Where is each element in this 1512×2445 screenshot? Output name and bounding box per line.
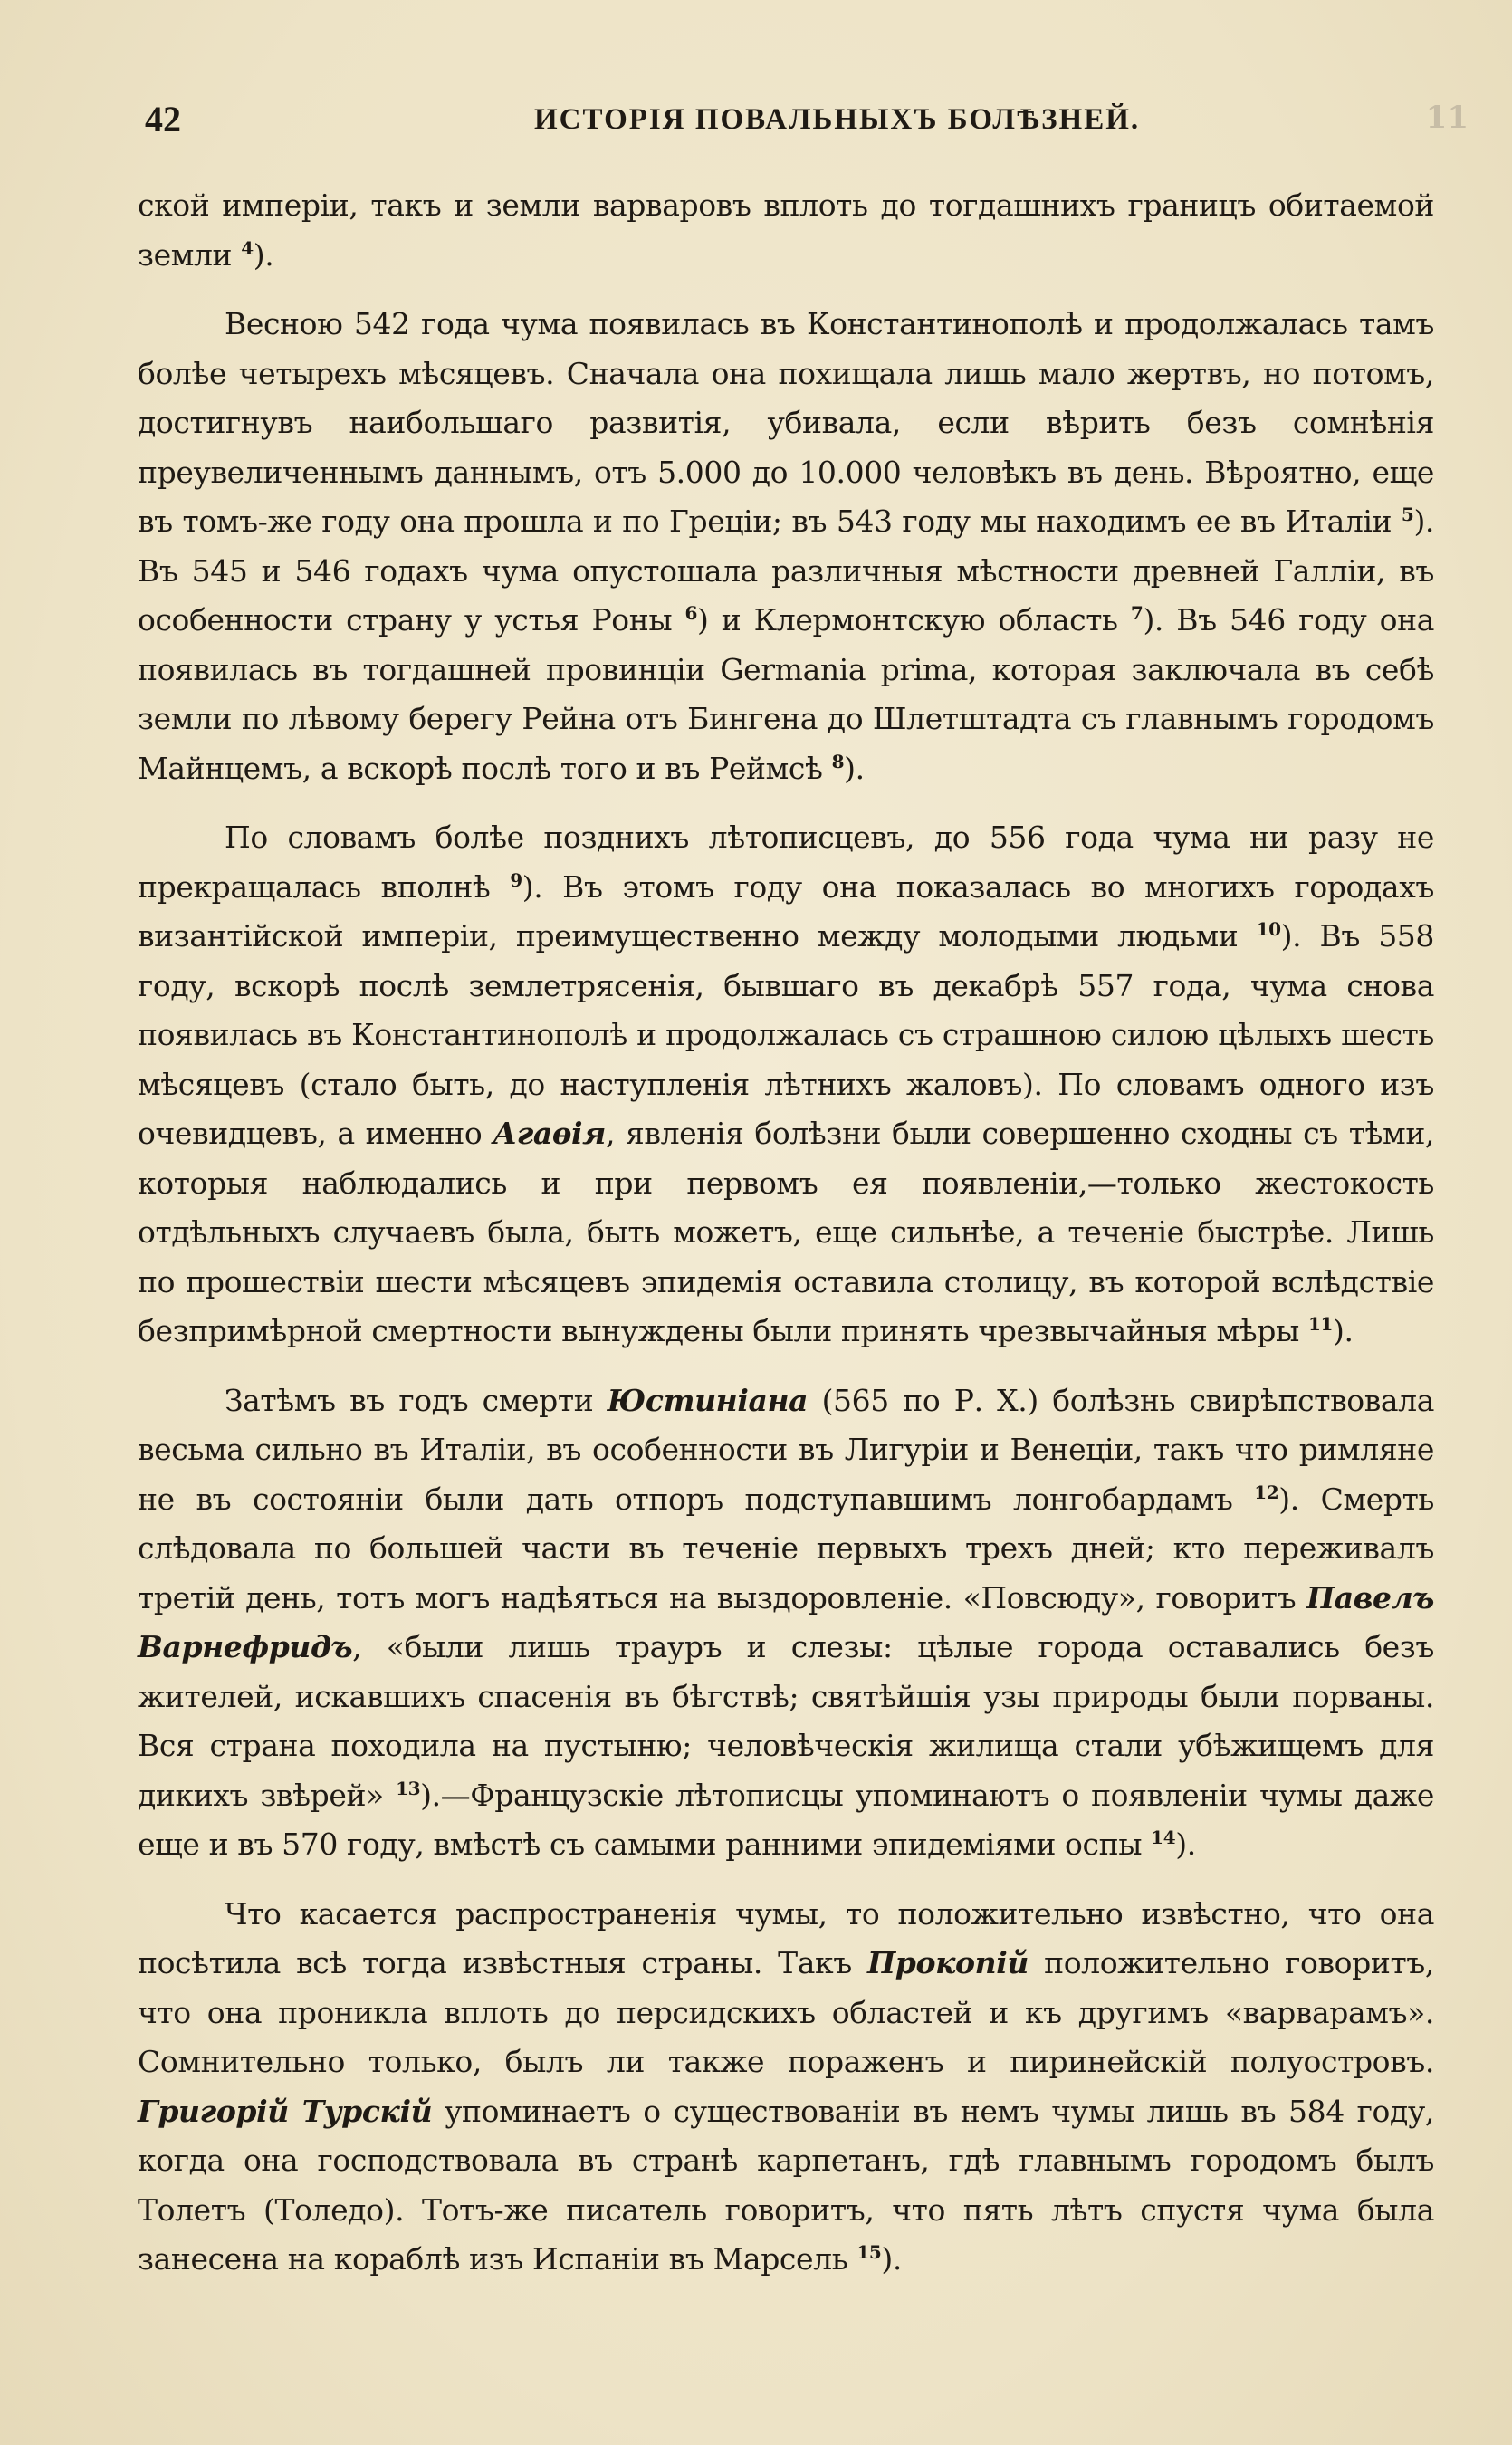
text-run: ). — [844, 750, 865, 786]
page-header — [145, 98, 1469, 152]
text-run: ). — [881, 2241, 902, 2277]
text-run: ). Въ 546 году она появилась въ тогдашней провинціи Germania prima, которая заключала въ себѣ земли по лѣвому берегу Рейна отъ Бингена до Шлетштадта съ главнымъ городомъ Майнцемъ, а вскорѣ послѣ того и въ Реймсѣ — [138, 602, 1435, 786]
corner-mark: 11 — [1425, 100, 1469, 136]
body-text — [138, 181, 1434, 2285]
running-head: ИСТОРІЯ ПОВАЛЬНЫХЪ БОЛѢЗНЕЙ. — [534, 103, 1141, 136]
footnote-ref: 4 — [241, 236, 254, 259]
person-name: Павелъ Варнефридъ — [138, 1579, 1434, 1664]
text-run: ). — [253, 236, 274, 273]
person-name: Агаѳія — [493, 1116, 606, 1151]
text-run: , явленія болѣзни были совершенно сходны съ тѣми, которыя наблюдались и при первомъ ея появленіи,—только жестокость отдѣльныхъ случаевъ была, быть можетъ, еще сильнѣе, а теченіе быстрѣе. Лишь по прошествіи шести мѣсяцевъ эпидемія оставила столицу, въ которой вслѣдствіе безпримѣрной смертности вынуждены были принять чрезвычайныя мѣры — [138, 1116, 1435, 1348]
footnote-ref: 6 — [684, 602, 698, 624]
footnote-ref: 9 — [510, 868, 522, 891]
text-run: Что касается распространенія чумы, то положительно извѣстно, что она посѣтила всѣ тогда извѣстныя страны. Такъ — [138, 1895, 1434, 1980]
text-run: ). — [1175, 1827, 1196, 1862]
paragraph-4 — [138, 1376, 1434, 1870]
footnote-ref: 15 — [856, 2241, 882, 2263]
footnote-ref: 11 — [1307, 1313, 1333, 1335]
paragraph-5 — [138, 1890, 1434, 2285]
text-run: , «были лишь трауръ и слезы: цѣлые города оставались безъ жителей, искавшихъ спасенія въ бѣгствѣ; святѣйшія узы природы были порваны. Вся страна походила на пустыню; человѣческія жилища стали убѣжищемъ для дикихъ звѣрей» — [138, 1629, 1434, 1813]
text-run: ). Въ 545 и 546 годахъ чума опустошала различныя мѣстности древней Галліи, въ особенности страну у устья Роны — [138, 503, 1435, 638]
paragraph-3 — [138, 813, 1434, 1357]
paragraph-2 — [138, 300, 1434, 793]
text-run: ) и Клермонтскую область — [697, 602, 1118, 638]
footnote-ref: 14 — [1151, 1827, 1176, 1848]
page-number: 42 — [145, 99, 181, 139]
text-run: положительно говоритъ, что она проникла вплоть до персидскихъ областей и къ другимъ «варварамъ». Сомнительно только, былъ ли также пораженъ и пиринейскій полуостровъ. — [138, 1945, 1434, 2079]
text-run: ской имперіи, такъ и земли варваровъ вплоть до тогдашнихъ границъ обитаемой земли — [138, 187, 1434, 273]
paragraph-1 — [138, 181, 1434, 280]
text-run: ). Въ этомъ году она показалась во многихъ городахъ византійской имперіи, преимущественно между молодыми людьми — [138, 868, 1434, 954]
text-run: (565 по Р. Х.) болѣзнь свирѣпствовала весьма сильно въ Италіи, въ особенности въ Лигуріи и Венеціи, такъ что римляне не въ состояніи были дать отпоръ подступавшимъ лонгобардамъ — [138, 1382, 1435, 1517]
text-run: ). Въ 558 году, вскорѣ послѣ землетрясенія, бывшаго въ декабрѣ 557 года, чума снова появилась въ Константинополѣ и продолжалась съ страшною силою цѣлыхъ шесть мѣсяцевъ (стало быть, до наступленія лѣтнихъ жаловъ). По словамъ одного изъ очевидцевъ, а именно — [138, 918, 1435, 1151]
text-run: Затѣмъ въ годъ смерти — [225, 1382, 594, 1418]
person-name: Прокопій — [867, 1945, 1029, 1980]
text-run: По словамъ болѣе позднихъ лѣтописцевъ, до 556 года чума ни разу не прекращалась вполнѣ — [138, 820, 1434, 905]
footnote-ref: 12 — [1254, 1481, 1279, 1503]
person-name: Григорій Турскій — [138, 2093, 433, 2129]
person-name: Юстиніана — [607, 1382, 809, 1418]
text-run: ). — [1333, 1313, 1354, 1348]
footnote-ref: 5 — [1401, 503, 1414, 525]
footnote-ref: 7 — [1130, 602, 1144, 624]
text-run: упоминаетъ о существованіи въ немъ чумы лишь въ 584 году, когда она господствовала въ странѣ карпетанъ, гдѣ главнымъ городомъ былъ Толетъ (Толедо). Тотъ-же писатель говоритъ, что пять лѣтъ спустя чума была занесена на кораблѣ изъ Испаніи въ Марсель — [138, 2093, 1434, 2277]
text-run: ).—Французскіе лѣтописцы упоминаютъ о появленіи чумы даже еще и въ 570 году, вмѣстѣ съ самыми ранними эпидеміями оспы — [138, 1777, 1435, 1862]
text-run: ). Смерть слѣдовала по большей части въ теченіе первыхъ трехъ дней; кто переживалъ третій день, тотъ могъ надѣяться на выздоровленіе. «Повсюду», говоритъ — [138, 1481, 1434, 1616]
footnote-ref: 13 — [396, 1777, 421, 1799]
footnote-ref: 8 — [831, 750, 845, 772]
footnote-ref: 10 — [1256, 918, 1281, 940]
text-run: Весною 542 года чума появилась въ Константинополѣ и продолжалась тамъ болѣе четырехъ мѣсяцевъ. Сначала она похищала лишь мало жертвъ, но потомъ, достигнувъ наибольшаго развитія, убивала, если вѣрить безъ сомнѣнія преувеличеннымъ даннымъ, отъ 5.000 до 10.000 человѣкъ въ день. Вѣроятно, еще въ томъ-же году она прошла и по Греціи; въ 543 году мы находимъ ее въ Италіи — [138, 306, 1434, 539]
